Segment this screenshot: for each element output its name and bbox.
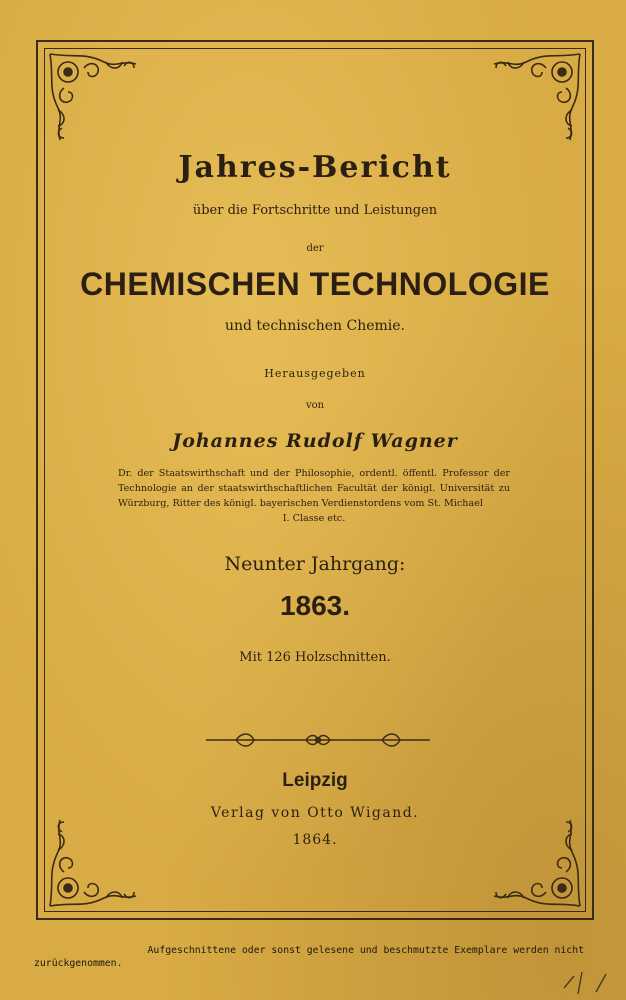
- main-title: CHEMISCHEN TECHNOLOGIE: [80, 266, 550, 302]
- by-label: von: [305, 400, 325, 411]
- notice-line-1: Aufgeschnittene oder sonst gelesene und beschmutzte Exemplare werden nicht: [147, 945, 584, 956]
- publisher-name: Verlag von Otto Wigand.: [210, 805, 420, 821]
- ornament-corner-top-right: [476, 48, 586, 158]
- publication-year: 1864.: [292, 832, 338, 848]
- publication-city: Leipzig: [282, 770, 348, 791]
- credentials-text: Dr. der Staatswirthschaft und der Philosophie, ordentl. öffentl. Professor der Technologie an der staatswirthschaftlichen Facultät der königl. Universität zu Würzburg, Ritter des königl. bayerischen Verdienstordens vom St. Michael: [118, 468, 510, 509]
- notice-line-2: zurückgenommen.: [34, 958, 123, 969]
- illustrations-note: Mit 126 Holzschnitten.: [239, 650, 391, 665]
- subtitle-line: über die Fortschritte und Leistungen: [192, 203, 438, 218]
- credentials-last-line: I. Classe etc.: [282, 513, 346, 524]
- page-title: Jahres-Bericht: [178, 150, 452, 185]
- volume-year: 1863.: [279, 590, 351, 621]
- editor-credentials: [118, 466, 510, 526]
- pencil-mark: [560, 968, 610, 996]
- return-notice: [34, 944, 594, 970]
- volume-label: Neunter Jahrgang:: [224, 553, 406, 575]
- subtitle-chemistry: und technischen Chemie.: [224, 318, 405, 334]
- article-der: der: [306, 243, 324, 254]
- ornamental-divider: [206, 732, 430, 748]
- edited-label: Herausgegeben: [264, 367, 366, 380]
- editor-name: Johannes Rudolf Wagner: [172, 430, 458, 452]
- ornament-corner-top-left: [44, 48, 154, 158]
